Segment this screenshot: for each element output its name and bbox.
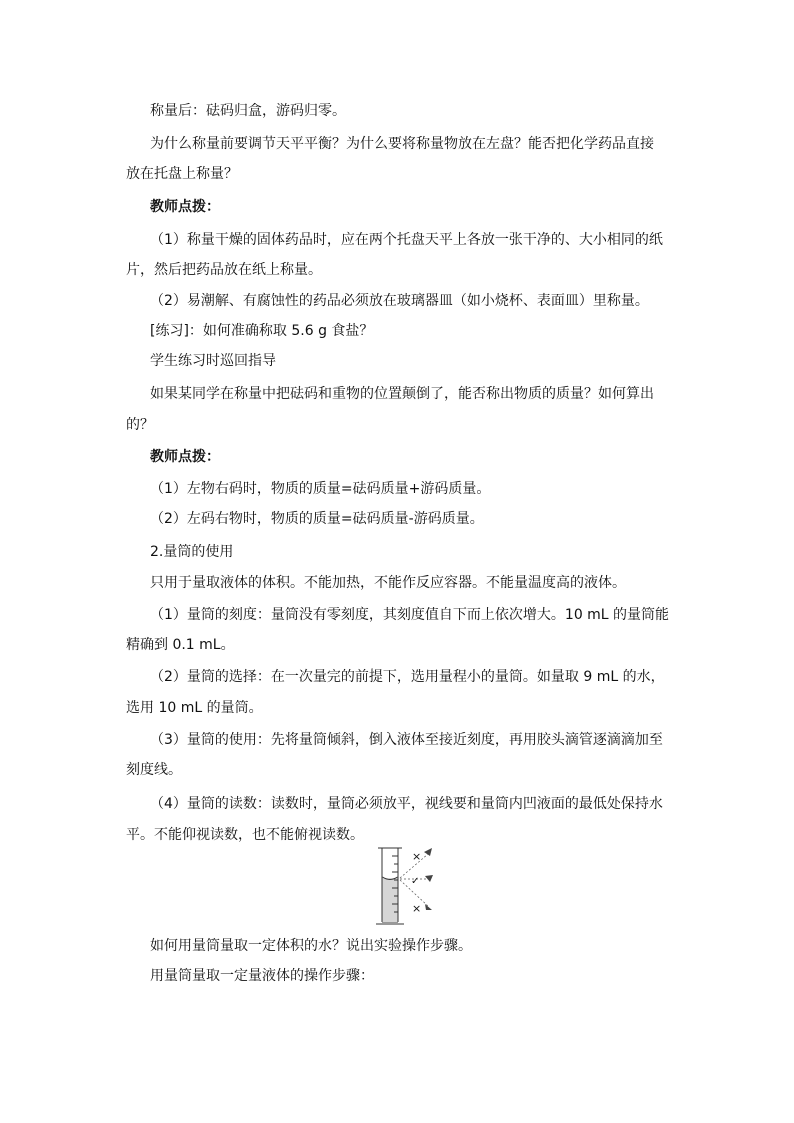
- graduated-cylinder-icon: [376, 848, 404, 924]
- text-line: 选用 10 mL 的量筒。: [126, 700, 263, 716]
- text-line: 用量筒量取一定量液体的操作步骤：: [150, 968, 374, 984]
- text-line: （2）易潮解、有腐蚀性的药品必须放在玻璃器皿（如小烧杯、表面皿）里称量。: [150, 293, 649, 309]
- text-line: （3）量筒的使用：先将量筒倾斜，倒入液体至接近刻度，再用胶头滴管逐滴滴加至: [150, 732, 663, 748]
- check-mark-icon: ✓: [411, 876, 420, 887]
- text-line: 为什么称量前要调节天平平衡？为什么要将称量物放在左盘？能否把化学药品直接: [150, 136, 654, 152]
- text-line: 如何用量筒量取一定体积的水？说出实验操作步骤。: [150, 938, 472, 954]
- text-line: 称量后：砝码归盒，游码归零。: [150, 103, 346, 119]
- text-line: 如果某同学在称量中把砝码和重物的位置颠倒了，能否称出物质的质量？如何算出: [150, 386, 654, 402]
- text-line: 学生练习时巡回指导: [150, 353, 276, 369]
- text-line: 平。不能仰视读数，也不能俯视读数。: [126, 827, 364, 843]
- text-line: 2.量筒的使用: [150, 544, 234, 560]
- text-line: （1）称量干燥的固体药品时，应在两个托盘天平上各放一张干净的、大小相同的纸: [150, 232, 663, 248]
- text-line: 放在托盘上称量？: [126, 166, 238, 182]
- section-heading: 教师点拨：: [150, 449, 220, 465]
- wrong-mark-icon: ×: [412, 902, 422, 915]
- text-line: 精确到 0.1 mL。: [126, 637, 235, 653]
- text-line: （1）左物右码时，物质的质量=砝码质量+游码质量。: [150, 481, 491, 497]
- text-line: （4）量筒的读数：读数时，量筒必须放平，视线要和量筒内凹液面的最低处保持水: [150, 796, 663, 812]
- text-line: （1）量筒的刻度：量筒没有零刻度，其刻度值自下而上依次增大。10 mL 的量筒能: [150, 607, 670, 623]
- text-line: 的？: [126, 417, 154, 433]
- text-line: （2）左码右物时，物质的质量=砝码质量-游码质量。: [150, 511, 484, 527]
- graduated-cylinder-figure: [368, 844, 438, 928]
- text-line: [练习]：如何准确称取 5.6 g 食盐？: [150, 323, 374, 339]
- wrong-mark-icon: ×: [412, 850, 422, 863]
- text-line: 只用于量取液体的体积。不能加热，不能作反应容器。不能量温度高的液体。: [150, 575, 626, 591]
- text-line: （2）量筒的选择：在一次量完的前提下，选用量程小的量筒。如量取 9 mL 的水，: [150, 669, 665, 685]
- section-heading: 教师点拨：: [150, 199, 220, 215]
- text-line: 片，然后把药品放在纸上称量。: [126, 262, 322, 278]
- text-line: 刻度线。: [126, 762, 182, 778]
